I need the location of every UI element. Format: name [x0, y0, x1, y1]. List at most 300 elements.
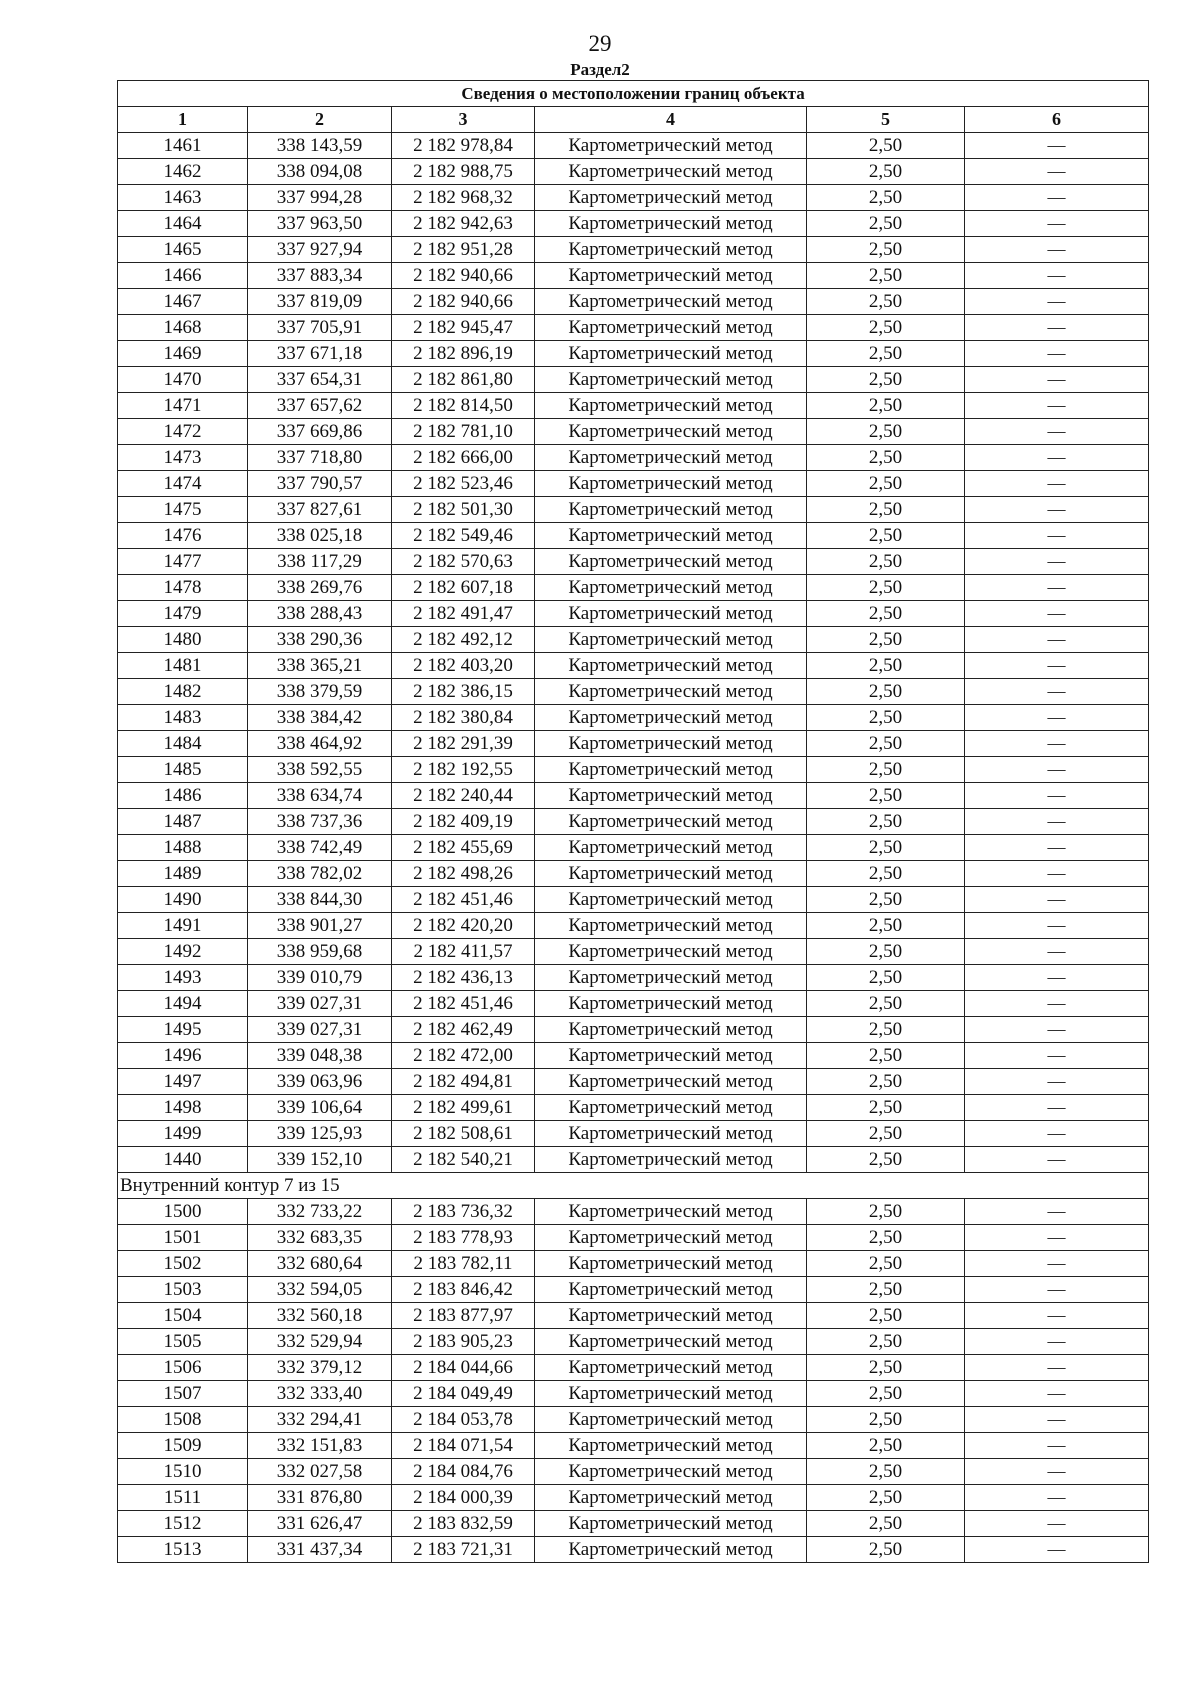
description-cell: —: [965, 1095, 1149, 1121]
point-number-cell: 1464: [118, 211, 248, 237]
x-coordinate-cell: 332 151,83: [248, 1433, 392, 1459]
y-coordinate-cell: 2 182 607,18: [392, 575, 535, 601]
method-cell: Картометрический метод: [535, 1485, 807, 1511]
description-cell: —: [965, 809, 1149, 835]
y-coordinate-cell: 2 182 781,10: [392, 419, 535, 445]
x-coordinate-cell: 339 010,79: [248, 965, 392, 991]
point-number-cell: 1490: [118, 887, 248, 913]
x-coordinate-cell: 338 365,21: [248, 653, 392, 679]
method-cell: Картометрический метод: [535, 835, 807, 861]
table-row: [118, 445, 1149, 471]
point-number-cell: 1496: [118, 1043, 248, 1069]
column-number-row: [118, 107, 1149, 133]
method-cell: Картометрический метод: [535, 887, 807, 913]
x-coordinate-cell: 338 844,30: [248, 887, 392, 913]
accuracy-cell: 2,50: [807, 1303, 965, 1329]
x-coordinate-cell: 332 683,35: [248, 1225, 392, 1251]
point-number-cell: 1508: [118, 1407, 248, 1433]
contour-header-row: [118, 1173, 1149, 1199]
y-coordinate-cell: 2 184 000,39: [392, 1485, 535, 1511]
accuracy-cell: 2,50: [807, 1017, 965, 1043]
contour-label: Внутренний контур 7 из 15: [118, 1173, 1149, 1199]
table-row: [118, 159, 1149, 185]
table-row: [118, 1511, 1149, 1537]
point-number-cell: 1510: [118, 1459, 248, 1485]
point-number-cell: 1461: [118, 133, 248, 159]
table-row: [118, 289, 1149, 315]
point-number-cell: 1491: [118, 913, 248, 939]
method-cell: Картометрический метод: [535, 159, 807, 185]
accuracy-cell: 2,50: [807, 185, 965, 211]
table-row: [118, 237, 1149, 263]
x-coordinate-cell: 338 901,27: [248, 913, 392, 939]
method-cell: Картометрический метод: [535, 575, 807, 601]
point-number-cell: 1475: [118, 497, 248, 523]
x-coordinate-cell: 337 883,34: [248, 263, 392, 289]
accuracy-cell: 2,50: [807, 549, 965, 575]
point-number-cell: 1485: [118, 757, 248, 783]
x-coordinate-cell: 338 959,68: [248, 939, 392, 965]
x-coordinate-cell: 338 290,36: [248, 627, 392, 653]
description-cell: —: [965, 575, 1149, 601]
y-coordinate-cell: 2 183 905,23: [392, 1329, 535, 1355]
y-coordinate-cell: 2 184 044,66: [392, 1355, 535, 1381]
x-coordinate-cell: 331 876,80: [248, 1485, 392, 1511]
column-header: 1: [118, 107, 248, 133]
point-number-cell: 1488: [118, 835, 248, 861]
accuracy-cell: 2,50: [807, 1147, 965, 1173]
accuracy-cell: 2,50: [807, 783, 965, 809]
point-number-cell: 1503: [118, 1277, 248, 1303]
x-coordinate-cell: 338 094,08: [248, 159, 392, 185]
description-cell: —: [965, 1017, 1149, 1043]
point-number-cell: 1487: [118, 809, 248, 835]
y-coordinate-cell: 2 184 071,54: [392, 1433, 535, 1459]
table-row: [118, 549, 1149, 575]
accuracy-cell: 2,50: [807, 367, 965, 393]
description-cell: —: [965, 1459, 1149, 1485]
y-coordinate-cell: 2 182 494,81: [392, 1069, 535, 1095]
accuracy-cell: 2,50: [807, 1095, 965, 1121]
method-cell: Картометрический метод: [535, 289, 807, 315]
table-row: [118, 1303, 1149, 1329]
description-cell: —: [965, 159, 1149, 185]
accuracy-cell: 2,50: [807, 1407, 965, 1433]
table-row: [118, 185, 1149, 211]
point-number-cell: 1504: [118, 1303, 248, 1329]
accuracy-cell: 2,50: [807, 1069, 965, 1095]
description-cell: —: [965, 1329, 1149, 1355]
accuracy-cell: 2,50: [807, 939, 965, 965]
accuracy-cell: 2,50: [807, 211, 965, 237]
method-cell: Картометрический метод: [535, 731, 807, 757]
accuracy-cell: 2,50: [807, 1485, 965, 1511]
y-coordinate-cell: 2 182 861,80: [392, 367, 535, 393]
y-coordinate-cell: 2 182 951,28: [392, 237, 535, 263]
accuracy-cell: 2,50: [807, 757, 965, 783]
point-number-cell: 1465: [118, 237, 248, 263]
point-number-cell: 1467: [118, 289, 248, 315]
point-number-cell: 1511: [118, 1485, 248, 1511]
table-row: [118, 367, 1149, 393]
point-number-cell: 1482: [118, 679, 248, 705]
method-cell: Картометрический метод: [535, 965, 807, 991]
point-number-cell: 1480: [118, 627, 248, 653]
x-coordinate-cell: 332 333,40: [248, 1381, 392, 1407]
description-cell: —: [965, 1303, 1149, 1329]
description-cell: —: [965, 471, 1149, 497]
y-coordinate-cell: 2 182 940,66: [392, 263, 535, 289]
table-row: [118, 601, 1149, 627]
accuracy-cell: 2,50: [807, 705, 965, 731]
description-cell: —: [965, 393, 1149, 419]
point-number-cell: 1498: [118, 1095, 248, 1121]
description-cell: —: [965, 315, 1149, 341]
table-row: [118, 393, 1149, 419]
y-coordinate-cell: 2 182 409,19: [392, 809, 535, 835]
point-number-cell: 1469: [118, 341, 248, 367]
accuracy-cell: 2,50: [807, 835, 965, 861]
table-row: [118, 1407, 1149, 1433]
table-row: [118, 861, 1149, 887]
method-cell: Картометрический метод: [535, 1511, 807, 1537]
point-number-cell: 1489: [118, 861, 248, 887]
x-coordinate-cell: 337 927,94: [248, 237, 392, 263]
x-coordinate-cell: 332 560,18: [248, 1303, 392, 1329]
description-cell: —: [965, 1537, 1149, 1563]
description-cell: —: [965, 133, 1149, 159]
accuracy-cell: 2,50: [807, 471, 965, 497]
point-number-cell: 1473: [118, 445, 248, 471]
x-coordinate-cell: 339 027,31: [248, 991, 392, 1017]
description-cell: —: [965, 913, 1149, 939]
accuracy-cell: 2,50: [807, 1355, 965, 1381]
description-cell: —: [965, 1485, 1149, 1511]
table-row: [118, 913, 1149, 939]
table-row: [118, 1381, 1149, 1407]
point-number-cell: 1493: [118, 965, 248, 991]
table-row: [118, 991, 1149, 1017]
y-coordinate-cell: 2 182 988,75: [392, 159, 535, 185]
method-cell: Картометрический метод: [535, 1303, 807, 1329]
x-coordinate-cell: 338 379,59: [248, 679, 392, 705]
table-row: [118, 497, 1149, 523]
point-number-cell: 1462: [118, 159, 248, 185]
column-header: 5: [807, 107, 965, 133]
x-coordinate-cell: 338 025,18: [248, 523, 392, 549]
point-number-cell: 1478: [118, 575, 248, 601]
x-coordinate-cell: 337 819,09: [248, 289, 392, 315]
method-cell: Картометрический метод: [535, 1433, 807, 1459]
x-coordinate-cell: 338 782,02: [248, 861, 392, 887]
boundary-coordinates-table: [117, 80, 1149, 1563]
point-number-cell: 1477: [118, 549, 248, 575]
description-cell: —: [965, 549, 1149, 575]
method-cell: Картометрический метод: [535, 1225, 807, 1251]
x-coordinate-cell: 332 379,12: [248, 1355, 392, 1381]
point-number-cell: 1513: [118, 1537, 248, 1563]
method-cell: Картометрический метод: [535, 783, 807, 809]
y-coordinate-cell: 2 182 436,13: [392, 965, 535, 991]
x-coordinate-cell: 332 294,41: [248, 1407, 392, 1433]
table-row: [118, 341, 1149, 367]
description-cell: —: [965, 1199, 1149, 1225]
method-cell: Картометрический метод: [535, 1147, 807, 1173]
x-coordinate-cell: 331 437,34: [248, 1537, 392, 1563]
accuracy-cell: 2,50: [807, 289, 965, 315]
y-coordinate-cell: 2 182 492,12: [392, 627, 535, 653]
table-row: [118, 419, 1149, 445]
table-row: [118, 1329, 1149, 1355]
point-number-cell: 1481: [118, 653, 248, 679]
x-coordinate-cell: 337 654,31: [248, 367, 392, 393]
table-row: [118, 575, 1149, 601]
point-number-cell: 1474: [118, 471, 248, 497]
accuracy-cell: 2,50: [807, 913, 965, 939]
accuracy-cell: 2,50: [807, 809, 965, 835]
table-row: [118, 731, 1149, 757]
table-row: [118, 1433, 1149, 1459]
point-number-cell: 1501: [118, 1225, 248, 1251]
table-row: [118, 783, 1149, 809]
point-number-cell: 1509: [118, 1433, 248, 1459]
accuracy-cell: 2,50: [807, 861, 965, 887]
column-header: 4: [535, 107, 807, 133]
table-row: [118, 679, 1149, 705]
table-row: [118, 939, 1149, 965]
method-cell: Картометрический метод: [535, 1329, 807, 1355]
method-cell: Картометрический метод: [535, 393, 807, 419]
x-coordinate-cell: 337 671,18: [248, 341, 392, 367]
method-cell: Картометрический метод: [535, 1251, 807, 1277]
method-cell: Картометрический метод: [535, 1381, 807, 1407]
table-row: [118, 1017, 1149, 1043]
method-cell: Картометрический метод: [535, 237, 807, 263]
accuracy-cell: 2,50: [807, 1537, 965, 1563]
x-coordinate-cell: 332 529,94: [248, 1329, 392, 1355]
point-number-cell: 1466: [118, 263, 248, 289]
description-cell: —: [965, 1121, 1149, 1147]
method-cell: Картометрический метод: [535, 627, 807, 653]
description-cell: —: [965, 211, 1149, 237]
description-cell: —: [965, 653, 1149, 679]
method-cell: Картометрический метод: [535, 653, 807, 679]
table-row: [118, 627, 1149, 653]
method-cell: Картометрический метод: [535, 1277, 807, 1303]
description-cell: —: [965, 731, 1149, 757]
description-cell: —: [965, 263, 1149, 289]
method-cell: Картометрический метод: [535, 991, 807, 1017]
page-number: 29: [588, 31, 612, 56]
x-coordinate-cell: 338 737,36: [248, 809, 392, 835]
method-cell: Картометрический метод: [535, 367, 807, 393]
accuracy-cell: 2,50: [807, 887, 965, 913]
table-row: [118, 1355, 1149, 1381]
x-coordinate-cell: 339 152,10: [248, 1147, 392, 1173]
y-coordinate-cell: 2 182 549,46: [392, 523, 535, 549]
accuracy-cell: 2,50: [807, 497, 965, 523]
x-coordinate-cell: 337 669,86: [248, 419, 392, 445]
table-row: [118, 1277, 1149, 1303]
point-number-cell: 1512: [118, 1511, 248, 1537]
x-coordinate-cell: 332 680,64: [248, 1251, 392, 1277]
y-coordinate-cell: 2 182 508,61: [392, 1121, 535, 1147]
table-row: [118, 133, 1149, 159]
y-coordinate-cell: 2 182 942,63: [392, 211, 535, 237]
x-coordinate-cell: 337 790,57: [248, 471, 392, 497]
accuracy-cell: 2,50: [807, 1199, 965, 1225]
table-row: [118, 835, 1149, 861]
x-coordinate-cell: 339 106,64: [248, 1095, 392, 1121]
table-row: [118, 263, 1149, 289]
description-cell: —: [965, 185, 1149, 211]
x-coordinate-cell: 332 733,22: [248, 1199, 392, 1225]
x-coordinate-cell: 338 464,92: [248, 731, 392, 757]
method-cell: Картометрический метод: [535, 523, 807, 549]
x-coordinate-cell: 338 117,29: [248, 549, 392, 575]
x-coordinate-cell: 339 027,31: [248, 1017, 392, 1043]
description-cell: —: [965, 1433, 1149, 1459]
method-cell: Картометрический метод: [535, 133, 807, 159]
y-coordinate-cell: 2 182 462,49: [392, 1017, 535, 1043]
y-coordinate-cell: 2 184 049,49: [392, 1381, 535, 1407]
accuracy-cell: 2,50: [807, 393, 965, 419]
y-coordinate-cell: 2 182 498,26: [392, 861, 535, 887]
accuracy-cell: 2,50: [807, 575, 965, 601]
accuracy-cell: 2,50: [807, 679, 965, 705]
table-row: [118, 653, 1149, 679]
accuracy-cell: 2,50: [807, 1381, 965, 1407]
description-cell: —: [965, 341, 1149, 367]
point-number-cell: 1505: [118, 1329, 248, 1355]
method-cell: Картометрический метод: [535, 913, 807, 939]
description-cell: —: [965, 835, 1149, 861]
accuracy-cell: 2,50: [807, 1277, 965, 1303]
method-cell: Картометрический метод: [535, 263, 807, 289]
method-cell: Картометрический метод: [535, 445, 807, 471]
y-coordinate-cell: 2 182 499,61: [392, 1095, 535, 1121]
y-coordinate-cell: 2 182 814,50: [392, 393, 535, 419]
description-cell: —: [965, 445, 1149, 471]
accuracy-cell: 2,50: [807, 653, 965, 679]
description-cell: —: [965, 497, 1149, 523]
method-cell: Картометрический метод: [535, 939, 807, 965]
accuracy-cell: 2,50: [807, 1043, 965, 1069]
accuracy-cell: 2,50: [807, 159, 965, 185]
table-row: [118, 315, 1149, 341]
y-coordinate-cell: 2 182 420,20: [392, 913, 535, 939]
y-coordinate-cell: 2 182 570,63: [392, 549, 535, 575]
y-coordinate-cell: 2 182 451,46: [392, 991, 535, 1017]
table-row: [118, 1537, 1149, 1563]
x-coordinate-cell: 338 143,59: [248, 133, 392, 159]
description-cell: —: [965, 1355, 1149, 1381]
column-header: 6: [965, 107, 1149, 133]
description-cell: —: [965, 1069, 1149, 1095]
description-cell: —: [965, 237, 1149, 263]
y-coordinate-cell: 2 182 192,55: [392, 757, 535, 783]
table-row: [118, 809, 1149, 835]
x-coordinate-cell: 337 994,28: [248, 185, 392, 211]
x-coordinate-cell: 337 657,62: [248, 393, 392, 419]
y-coordinate-cell: 2 184 053,78: [392, 1407, 535, 1433]
y-coordinate-cell: 2 182 472,00: [392, 1043, 535, 1069]
y-coordinate-cell: 2 182 978,84: [392, 133, 535, 159]
y-coordinate-cell: 2 182 386,15: [392, 679, 535, 705]
accuracy-cell: 2,50: [807, 341, 965, 367]
table-row: [118, 211, 1149, 237]
description-cell: —: [965, 861, 1149, 887]
point-number-cell: 1468: [118, 315, 248, 341]
description-cell: —: [965, 1511, 1149, 1537]
method-cell: Картометрический метод: [535, 315, 807, 341]
table-row: [118, 1485, 1149, 1511]
table-caption: Сведения о местоположении границ объекта: [118, 81, 1149, 107]
description-cell: —: [965, 1381, 1149, 1407]
method-cell: Картометрический метод: [535, 341, 807, 367]
y-coordinate-cell: 2 182 501,30: [392, 497, 535, 523]
description-cell: —: [965, 367, 1149, 393]
method-cell: Картометрический метод: [535, 861, 807, 887]
accuracy-cell: 2,50: [807, 133, 965, 159]
x-coordinate-cell: 338 384,42: [248, 705, 392, 731]
description-cell: —: [965, 887, 1149, 913]
y-coordinate-cell: 2 183 778,93: [392, 1225, 535, 1251]
y-coordinate-cell: 2 182 403,20: [392, 653, 535, 679]
description-cell: —: [965, 939, 1149, 965]
y-coordinate-cell: 2 182 666,00: [392, 445, 535, 471]
method-cell: Картометрический метод: [535, 419, 807, 445]
method-cell: Картометрический метод: [535, 757, 807, 783]
description-cell: —: [965, 419, 1149, 445]
method-cell: Картометрический метод: [535, 1459, 807, 1485]
point-number-cell: 1486: [118, 783, 248, 809]
method-cell: Картометрический метод: [535, 471, 807, 497]
accuracy-cell: 2,50: [807, 965, 965, 991]
point-number-cell: 1470: [118, 367, 248, 393]
x-coordinate-cell: 337 963,50: [248, 211, 392, 237]
point-number-cell: 1476: [118, 523, 248, 549]
point-number-cell: 1484: [118, 731, 248, 757]
table-row: [118, 1225, 1149, 1251]
table-row: [118, 1199, 1149, 1225]
y-coordinate-cell: 2 183 877,97: [392, 1303, 535, 1329]
method-cell: Картометрический метод: [535, 497, 807, 523]
point-number-cell: 1502: [118, 1251, 248, 1277]
y-coordinate-cell: 2 182 968,32: [392, 185, 535, 211]
accuracy-cell: 2,50: [807, 445, 965, 471]
column-header: 3: [392, 107, 535, 133]
method-cell: Картометрический метод: [535, 1407, 807, 1433]
table-row: [118, 1069, 1149, 1095]
y-coordinate-cell: 2 182 540,21: [392, 1147, 535, 1173]
accuracy-cell: 2,50: [807, 263, 965, 289]
accuracy-cell: 2,50: [807, 1459, 965, 1485]
description-cell: —: [965, 601, 1149, 627]
x-coordinate-cell: 339 125,93: [248, 1121, 392, 1147]
point-number-cell: 1483: [118, 705, 248, 731]
description-cell: —: [965, 1251, 1149, 1277]
method-cell: Картометрический метод: [535, 1537, 807, 1563]
description-cell: —: [965, 1225, 1149, 1251]
table-caption-row: [118, 81, 1149, 107]
accuracy-cell: 2,50: [807, 419, 965, 445]
description-cell: —: [965, 965, 1149, 991]
table-row: [118, 705, 1149, 731]
accuracy-cell: 2,50: [807, 523, 965, 549]
method-cell: Картометрический метод: [535, 601, 807, 627]
method-cell: Картометрический метод: [535, 1095, 807, 1121]
